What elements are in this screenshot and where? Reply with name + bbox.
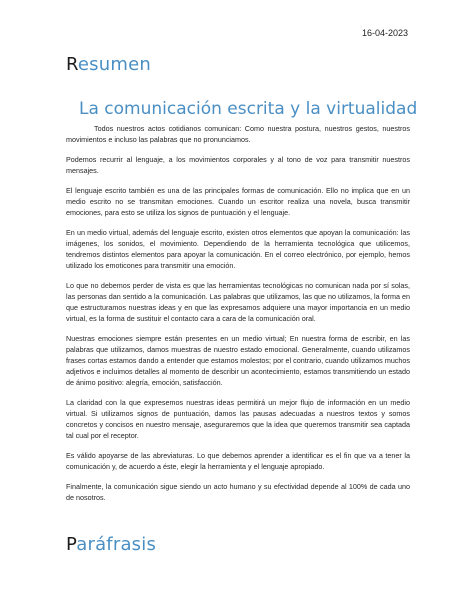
heading-initial: R bbox=[66, 54, 78, 75]
section-heading-parafrasis bbox=[66, 534, 156, 555]
paragraph: Nuestras emociones siempre están presentes en un medio virtual; En nuestra forma de escribir, en las palabras que utilizamos, damos muestras de nuestro estado emocional. Generalmente, cuando utilizamos frases cortas estamos dando a entender que estamos molestos; por el contrario, cuando utilizamos muchos adjetivos e incluimos detalles al momento de describir un acontecimiento, estamos transmitiendo un estado de ánimo positivo: alegría, emoción, satisfacción. bbox=[66, 334, 410, 387]
paragraph: Finalmente, la comunicación sigue siendo un acto humano y su efectividad depende al 100% de cada uno de nosotros. bbox=[66, 482, 410, 502]
document-date: 16-04-2023 bbox=[361, 28, 408, 38]
paragraph: La claridad con la que expresemos nuestras ideas permitirá un mejor flujo de información en un medio virtual. Si utilizamos signos de puntuación, damos las pausas adecuadas a nuestros textos y somos concretos y concisos en nuestro mensaje, aseguraremos que la idea que queremos transmitir sea captada tal cual por el receptor. bbox=[66, 398, 410, 440]
heading-rest: aráfrasis bbox=[76, 534, 157, 555]
paragraph: En un medio virtual, además del lenguaje escrito, existen otros elementos que apoyan la comunicación: las imágenes, los sonidos, el movimiento. Dependiendo de la herramienta tecnológica que utilicemos, tendremos distintos elementos para apoyar la comunicación. En el correo electrónico, por ejemplo, hemos utilizado los emoticones para transmitir una emoción. bbox=[66, 228, 410, 270]
paragraph: Todos nuestros actos cotidianos comunican: Como nuestra postura, nuestros gestos, nuestros movimientos e incluso las palabras que no pronunciamos. bbox=[66, 124, 410, 144]
document-title: La comunicación escrita y la virtualidad bbox=[79, 99, 418, 119]
document-body bbox=[66, 123, 410, 512]
paragraph: Podemos recurrir al lenguaje, a los movimientos corporales y al tono de voz para transmitir nuestros mensajes. bbox=[66, 155, 410, 175]
paragraph: Lo que no debemos perder de vista es que las herramientas tecnológicas no comunican nada por sí solas, las personas dan sentido a la comunicación. Las palabras que utilizamos, las que no utilizamos, la forma en que estructuramos nuestras ideas y en que las expresamos adquiere una mayor importancia en un medio virtual, es la forma de sustituir el contacto cara a cara de la comunicación oral. bbox=[66, 281, 410, 323]
paragraph: El lenguaje escrito también es una de las principales formas de comunicación. Ello no implica que en un medio escrito no se transmitan emociones. Cuando un escritor realiza una novela, busca transmitir emociones, para esto se utiliza los signos de puntuación y el lenguaje. bbox=[66, 186, 410, 217]
section-heading-resumen bbox=[66, 54, 151, 75]
heading-initial: P bbox=[66, 534, 77, 555]
heading-rest: esumen bbox=[77, 54, 151, 75]
paragraph: Es válido apoyarse de las abreviaturas. Lo que debemos aprender a identificar es el fin que va a tener la comunicación y, de acuerdo a éste, elegir la herramienta y el lenguaje apropiado. bbox=[66, 451, 410, 471]
